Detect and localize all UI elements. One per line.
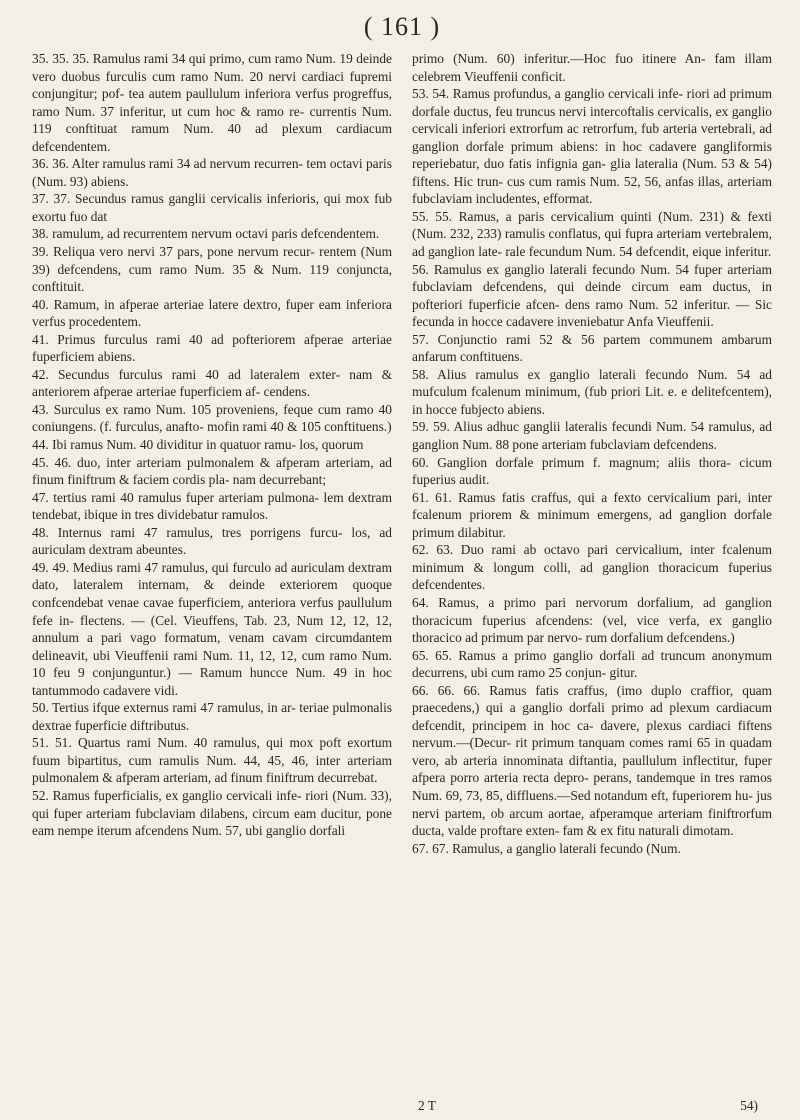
paragraph: 42. Secundus furculus rami 40 ad lateralem exter- nam & anteriorem afperae arteriae fuperficiem af- cendens. — [32, 366, 392, 400]
paragraph: 53. 54. Ramus profundus, a ganglio cervicali infe- riori ad primum dorfale ductus, feu truncus nervi intercoftalis cervicalis, ex ganglio cervicali inferiori extrorfum ac retrorfum, fub arteria vertebrali, ad ganglion dorfale primum abiens: in hoc cadavere gangliformis reperiebatur, duo fatis infignia gan- glia lateralia (Num. 53 & 54) fiftens. Hic trun- cus cum ramis Num. 52, 56, anfas illas, arteriam fubclaviam includentes, efformat. — [412, 86, 772, 207]
paragraph: 43. Surculus ex ramo Num. 105 proveniens, feque cum ramo 40 coniungens. (f. furculus, anafto- mofin rami 40 & 105 conftituens.) — [32, 401, 392, 435]
paragraph: 57. Conjunctio rami 52 & 56 partem communem ambarum anfarum conftituens. — [412, 331, 772, 365]
paragraph: 48. Internus rami 47 ramulus, tres porrigens furcu- los, ad auriculam dextram abeuntes. — [32, 524, 392, 558]
paragraph: 60. Ganglion dorfale primum f. magnum; aliis thora- cicum fuperius audit. — [412, 454, 772, 488]
paragraph: 67. 67. Ramulus, a ganglio laterali fecundo (Num. — [412, 840, 681, 856]
paragraph: 64. Ramus, a primo pari nervorum dorfalium, ad ganglion thoracicum fuperius afcendens: (vel, vice verfa, ex ganglio thoracico ad primum par nervo- rum dorfalium defcendens.) — [412, 594, 772, 646]
paragraph: 56. Ramulus ex ganglio laterali fecundo Num. 54 fuper arteriam fubclaviam defcendens, qui deinde circum eam ductus, in pofteriori fuperficie afcen- dens ramo Num. 52 inferitur. — Sic fecunda in hocce cadavere inveniebatur Anfa Vieuffenii. — [412, 261, 772, 330]
paragraph: 36. 36. Alter ramulus rami 34 ad nervum recurren- tem octavi paris (Num. 93) abiens. — [32, 156, 392, 189]
paragraph: 55. 55. Ramus, a paris cervicalium quinti (Num. 231) & fexti (Num. 232, 233) ramulis conflatus, qui fupra arteriam vertebralem, ad ganglion late- rale fecundum Num. 54 defcendit, eique inferitur. — [412, 208, 772, 260]
paragraph: 50. Tertius ifque externus rami 47 ramulus, in ar- teriae pulmonalis dextrae fuperficie diftributus. — [32, 700, 392, 733]
paragraph: 35. 35. 35. Ramulus rami 34 qui primo, cum ramo Num. 19 deinde vero duobus furculis cum ramo Num. 20 nervi cardiaci fupremi conjungitur; pof- tea autem paullulum inferiora verfus progreffus, ramo Num. 37 inferitur, ut cum hoc & ramo re- currentis Num. 119 conftituat ramum Num. 40 ad plexum cardiacum defcendentem. — [32, 51, 392, 154]
paragraph: 49. 49. Medius rami 47 ramulus, qui furculo ad auriculam dextram dato, lateralem internam, & deinde exteriorem quoque confcendebat venae cavae fuperficiem, anteriora verfus paullulum fefe in- flectens. — (Cel. Vieuffens, Tab. 23, Num 12, 12, 12, annulum a pari vago formatum, venam cavam circumdantem delineavit, ubi Vieuffenii rami Num. 11, 12, 12, cum ramo Num. 10 feu 9 conjunguntur.) — Ramum huncce Num. 49 in hoc tantummodo cadavere vidi. — [32, 559, 392, 698]
paragraph: primo (Num. 60) inferitur.—Hoc fuo itinere An- fam illam celebrem Vieuffenii conficit. — [412, 51, 772, 84]
signature-mark: 2 T — [418, 1098, 436, 1113]
catchword: 54) — [740, 1098, 758, 1113]
paragraph: 45. 46. duo, inter arteriam pulmonalem & afperam arteriam, ad finum finiftrum & faciem cordis pla- nam decurrebant; — [32, 454, 392, 488]
paragraph: 51. 51. Quartus rami Num. 40 ramulus, qui mox poft exortum fuum bipartitus, cum ramulis Num. 44, 45, 46, inter arteriam pulmonalem & afperam arteriam, ad finum finiftrum decurrebat. — [32, 735, 392, 786]
page-number: ( 161 ) — [363, 12, 441, 41]
paragraph: 40. Ramum, in afperae arteriae latere dextro, fuper eam inferiora verfus procedentem. — [32, 296, 392, 330]
paragraph: 41. Primus furculus rami 40 ad pofteriorem afperae arteriae fuperficiem abiens. — [32, 331, 392, 365]
paragraph: 58. Alius ramulus ex ganglio laterali fecundo Num. 54 ad mufculum fcalenum minimum, (fub priori Lit. e. e delitefcentem), in hocce fubjecto abiens. — [412, 366, 772, 417]
text-columns — [32, 50, 772, 857]
paragraph: 52. Ramus fuperficialis, ex ganglio cervicali infe- riori (Num. 33), qui fuper arteriam fubclaviam dilabens, circum eam ducitur, pone eam nempe iterum afcendens Num. 57, ubi ganglio dorfali — [32, 787, 392, 839]
paragraph: 44. Ibi ramus Num. 40 dividitur in quatuor ramu- los, quorum — [32, 437, 364, 453]
paragraph: 37. 37. Secundus ramus ganglii cervicalis inferioris, qui mox fub exortu fuo dat — [32, 191, 392, 224]
paragraph: 66. 66. 66. Ramus fatis craffus, (imo duplo craffior, quam praecedens,) qui a ganglio dorfali primo ad plexum cardiacum defcendit, principem in hoc ca- davere, plexus cardiaci fiftens nervum.—(Decur- rit primum tanquam comes rami 65 in quadam vero, ab arteria innominata diftantia, paullulum inflectitur, fuper afpera porro arteria recta depro- perans, tandemque in tres ramos Num. 69, 73, 85, diffluens.—Sed notandum eft, fuperiorem hu- jus nervi partem, ob arcum aortae, afperamque arteriam finiftrorfum ducta, valde proftare exten- fam & ex fitu naturali dimotam. — [412, 682, 772, 839]
paragraph: 62. 63. Duo rami ab octavo pari cervicalium, inter fcalenum minimum & longum colli, ad ganglion thoracicum fuperius defcendentes. — [412, 542, 772, 593]
right-column — [412, 50, 772, 857]
left-column — [32, 50, 392, 857]
paragraph: 59. 59. Alius adhuc ganglii lateralis fecundi Num. 54 ramulus, ad ganglion Num. 88 pone arteriam fubclaviam defcendens. — [412, 419, 772, 453]
page-footer — [412, 1098, 772, 1114]
paragraph: 47. tertius rami 40 ramulus fuper arteriam pulmona- lem dextram tendebat, ibique in tres dividebatur ramulos. — [32, 489, 392, 523]
paragraph: 65. 65. Ramus a primo ganglio dorfali ad truncum anonymum decurrens, ubi cum ramo 25 conjun- gitur. — [412, 647, 772, 681]
paragraph: 39. Reliqua vero nervi 37 pars, pone nervum recur- rentem (Num 39) defcendens, cum ramo Num. 35 & Num. 119 conjuncta, conftituit. — [32, 244, 392, 295]
paragraph: 38. ramulum, ad recurrentem nervum octavi paris defcendentem. — [32, 226, 380, 242]
page-header — [32, 6, 772, 48]
paragraph: 61. 61. Ramus fatis craffus, qui a fexto cervicalium pari, inter fcalenum priorem & minimum emergens, ad ganglion dorfale primum dilabitur. — [412, 489, 772, 540]
